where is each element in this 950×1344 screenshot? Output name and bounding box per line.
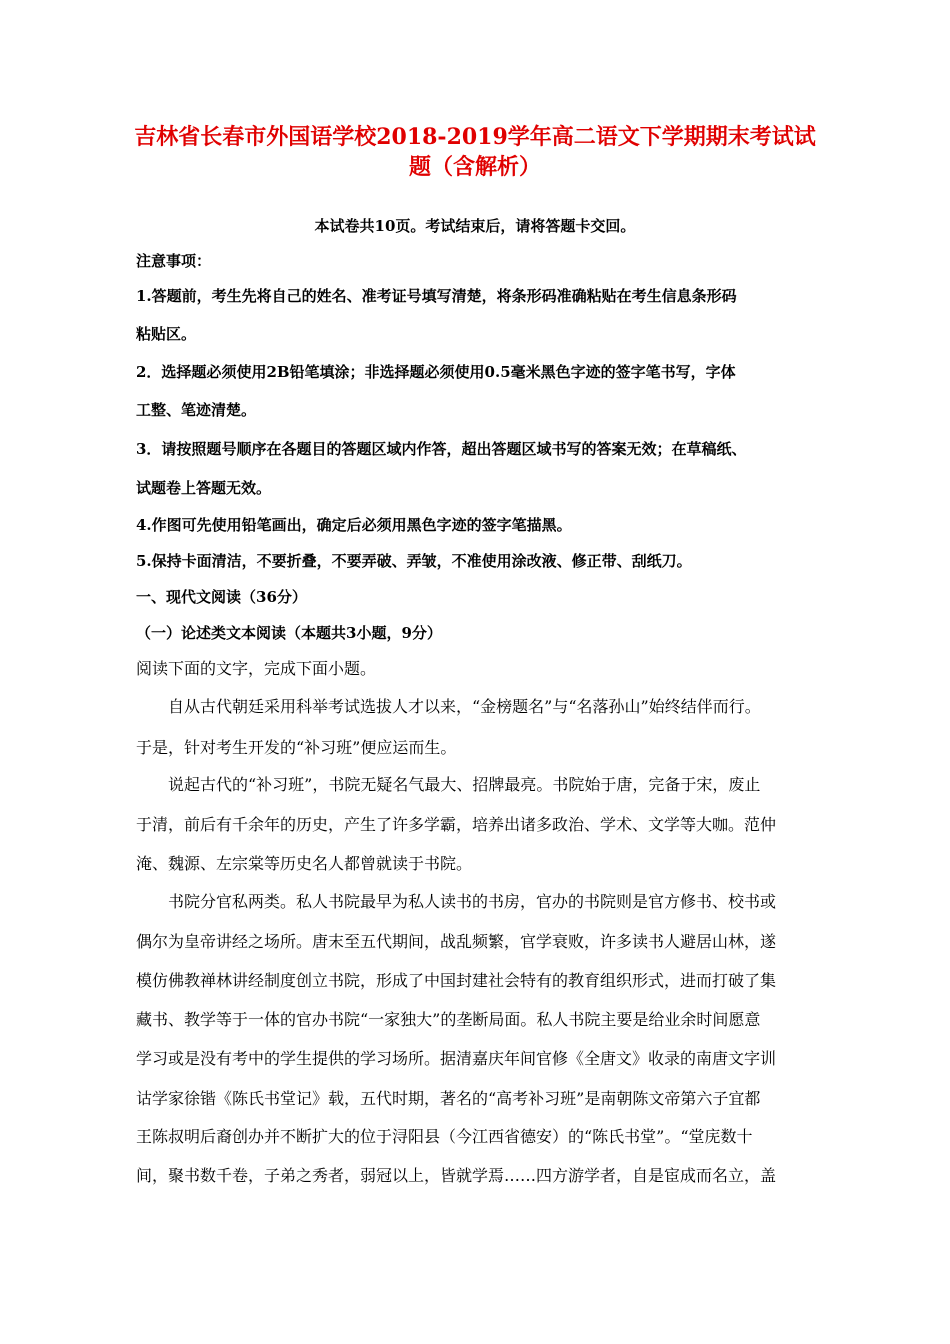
body-line: 书院分官私两类。私人书院最早为私人读书的书房，官办的书院则是官方修书、校书或 bbox=[136, 892, 777, 911]
body-line: 于是，针对考生开发的“补习班”便应运而生。 bbox=[136, 738, 457, 757]
body-line: 藏书、教学等于一体的官办书院“一家独大”的垄断局面。私人书院主要是给业余时间愿意 bbox=[136, 1010, 761, 1029]
section-heading: 一、现代文阅读（36分） bbox=[136, 588, 307, 606]
body-line: 模仿佛教禅林讲经制度创立书院，形成了中国封建社会特有的教育组织形式，进而打破了集 bbox=[136, 971, 777, 990]
notice-line: 工整、笔迹清楚。 bbox=[136, 401, 257, 419]
notice-line: 粘贴区。 bbox=[136, 325, 197, 343]
notice-line: 3．请按照题号顺序在各题目的答题区域内作答，超出答题区域书写的答案无效；在草稿纸、 bbox=[136, 440, 747, 458]
body-line: 间，聚书数千卷，子弟之秀者，弱冠以上，皆就学焉……四方游学者，自是宦成而名立，盖 bbox=[136, 1166, 777, 1185]
notice-line: 4.作图可先使用铅笔画出，确定后必须用黑色字迹的签字笔描黑。 bbox=[136, 516, 572, 534]
instruction-text: 阅读下面的文字，完成下面小题。 bbox=[136, 659, 377, 678]
body-line: 王陈叔明后裔创办并不断扩大的位于浔阳县（今江西省德安）的“陈氏书堂”。“堂庑数十 bbox=[136, 1127, 753, 1146]
body-line: 说起古代的“补习班”，书院无疑名气最大、招牌最亮。书院始于唐，完备于宋，废止 bbox=[136, 775, 761, 794]
body-line: 自从古代朝廷采用科举考试选拔人才以来，“金榜题名”与“名落孙山”始终结伴而行。 bbox=[136, 697, 761, 716]
exam-info: 本试卷共10页。考试结束后，请将答题卡交回。 bbox=[314, 217, 636, 235]
body-line: 于清，前后有千余年的历史，产生了许多学霸，培养出诸多政治、学术、文学等大咖。范仲 bbox=[136, 815, 777, 834]
body-line: 学习或是没有考中的学生提供的学习场所。据清嘉庆年间官修《全唐文》收录的南唐文字训 bbox=[136, 1049, 777, 1068]
document-title: 吉林省长春市外国语学校2018-2019学年高二语文下学期期末考试试题（含解析） bbox=[134, 124, 816, 180]
notice-line: 2．选择题必须使用2B铅笔填涂；非选择题必须使用0.5毫米黑色字迹的签字笔书写，字体 bbox=[136, 363, 736, 381]
notice-line: 5.保持卡面清洁，不要折叠，不要弄破、弄皱，不准使用涂改液、修正带、刮纸刀。 bbox=[136, 552, 692, 570]
subsection-heading: （一）论述类文本阅读（本题共3小题，9分） bbox=[136, 624, 442, 642]
notice-heading: 注意事项： bbox=[136, 252, 212, 270]
notice-line: 试题卷上答题无效。 bbox=[136, 479, 272, 497]
notice-line: 1.答题前，考生先将自己的姓名、准考证号填写清楚，将条形码准确粘贴在考生信息条形码 bbox=[136, 287, 737, 305]
body-line: 偶尔为皇帝讲经之场所。唐末至五代期间，战乱频繁，官学衰败，许多读书人避居山林，遂 bbox=[136, 932, 777, 951]
body-line: 诂学家徐锴《陈氏书堂记》载，五代时期，著名的“高考补习班”是南朝陈文帝第六子宜都 bbox=[136, 1089, 761, 1108]
body-line: 淹、魏源、左宗棠等历史名人都曾就读于书院。 bbox=[136, 854, 473, 873]
